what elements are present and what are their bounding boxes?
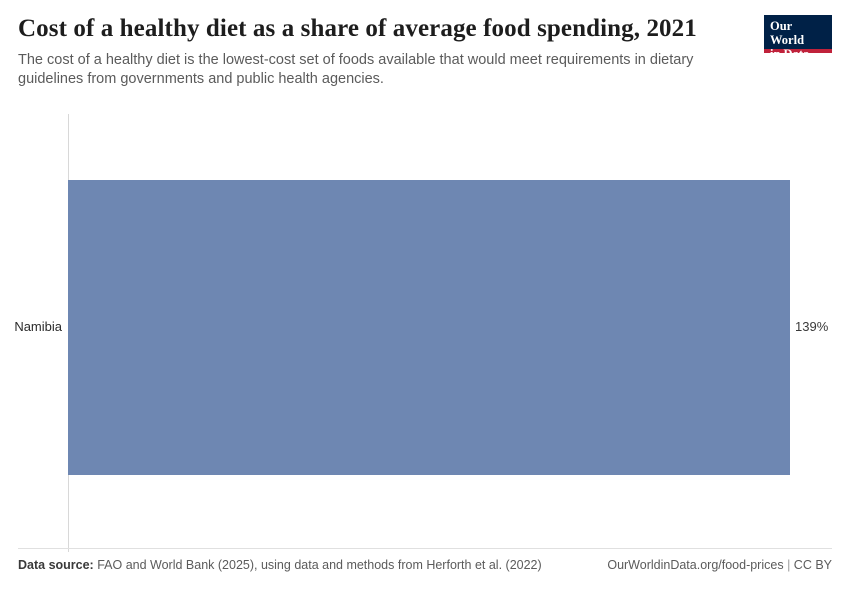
chart-subtitle: The cost of a healthy diet is the lowest-cost set of foods available that would meet requirements in dietary guidelines from governments and public health agencies.	[18, 52, 694, 87]
license-label[interactable]: CC BY	[793, 558, 832, 572]
owid-logo-line1: Our World	[770, 19, 805, 47]
chart-header	[18, 14, 832, 89]
bar-category-label: Namibia	[14, 319, 62, 334]
chart-footer	[18, 548, 832, 586]
bar-namibia[interactable]	[68, 180, 790, 475]
data-source	[18, 558, 542, 572]
owid-logo-line2: in Data	[770, 47, 810, 61]
data-source-label: Data source:	[18, 558, 94, 572]
page-title: Cost of a healthy diet as a share of average food spending, 2021	[18, 15, 697, 42]
footer-links	[607, 558, 832, 572]
data-source-text: FAO and World Bank (2025), using data and methods from Herforth et al. (2022)	[97, 558, 542, 572]
chart-plot-area	[0, 108, 850, 548]
bar-value-label: 139%	[795, 319, 829, 334]
footer-separator: |	[787, 558, 791, 572]
owid-logo[interactable]	[764, 15, 832, 61]
site-url[interactable]: OurWorldinData.org/food-prices	[607, 558, 784, 572]
